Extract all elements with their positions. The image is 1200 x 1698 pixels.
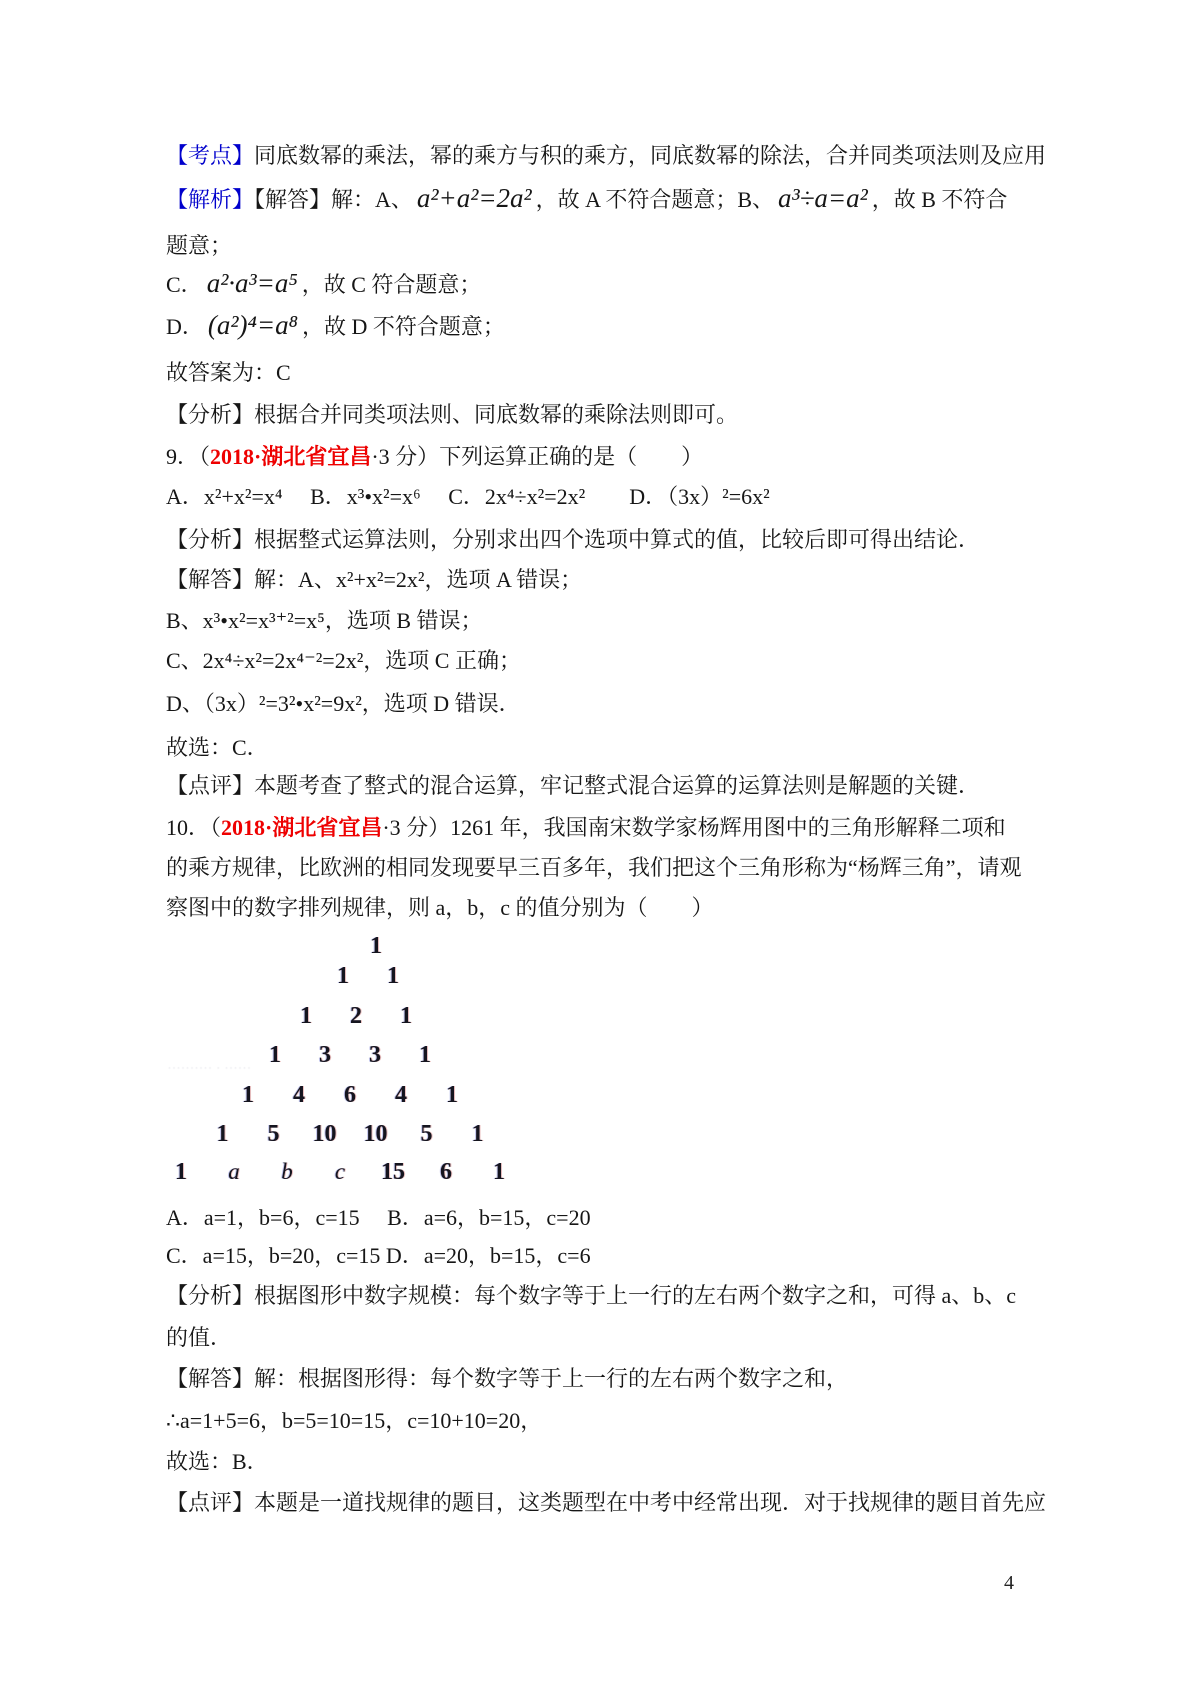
formula-a: a²+a²=2a² [416,183,532,213]
q10-fenxi-1: 【分析】根据图形中数字规模：每个数字等于上一行的左右两个数字之和，可得 a、b、c [166,1283,1017,1308]
q10-stem-line2 [166,853,1056,883]
q8-fenxi: 【分析】根据合并同类项法则、同底数幂的乘除法则即可。 [166,402,739,427]
c-prefix: C． [166,272,203,297]
triangle-cell: 6 [440,1158,452,1185]
q9-step-b: B、x³•x²=x³⁺²=x⁵，选项 B 错误； [166,608,483,633]
triangle-cell: 10 [363,1120,388,1147]
triangle-cell-a: a [228,1159,240,1184]
triangle-cell: 1 [370,932,382,959]
triangle-row-1 [201,931,551,961]
q8-jieda-line [166,181,1056,217]
q9-step-d-line [166,689,1056,719]
triangle-cell: 1 [242,1081,254,1108]
q8-option-c-line [166,266,1056,302]
formula-b: a³÷a=a² [778,183,868,213]
q10-options-ab: A．a=1，b=6，c=15 B．a=6，b=15，c=20 [166,1205,591,1230]
triangle-row-2 [193,961,543,991]
triangle-cell: 10 [312,1120,337,1147]
jieda-prefix: 【解答】解：A、 [254,187,413,212]
q9-jieda: 【解答】解：A、x²+x²=2x²，选项 A 错误； [166,567,583,592]
q9-fenxi-line [166,525,1056,555]
q10-dianping-line [166,1488,1056,1518]
triangle-cell: 5 [267,1120,280,1147]
q10-calc: ∴a=1+5=6，b=5=10=15，c=10+10=20， [166,1408,543,1433]
after-formula-a: ，故 A 不符合题意；B、 [535,187,774,212]
triangle-cell: 2 [350,1002,362,1029]
q10-stem-line3 [166,893,1056,923]
kaodian-text: 同底数幂的乘法，幂的乘方与积的乘方，同底数幂的除法，合并同类项法则及应用 [254,143,1047,168]
triangle-cell-c: c [334,1159,346,1184]
q10-dianping: 【点评】本题是一道找规律的题目，这类题型在中考中经常出现．对于找规律的题目首先应 [166,1490,1047,1515]
q10-source: 2018·湖北省宜昌 [221,815,383,840]
kaodian-tag: 【考点】 [166,143,255,168]
triangle-row-5 [175,1080,525,1110]
q9-fenxi: 【分析】根据整式运算法则，分别求出四个选项中算式的值，比较后即可得出结论． [166,527,981,552]
d-prefix: D． [166,314,204,339]
q9-options: A．x²+x²=x⁴ B．x³•x²=x⁶ C．2x⁴÷x²=2x² D．（3x）²=6x² [166,484,770,509]
formula-d: (a²)⁴=a⁸ [207,310,298,340]
triangle-cell: 1 [337,962,349,989]
q8-fenxi-line [166,400,1056,430]
q9-step-d: D、（3x）²=3²•x²=9x²，选项 D 错误． [166,691,521,716]
q10-calc-line [166,1406,1056,1436]
q9-header-line [166,442,1056,472]
q10-options-ab-line [166,1203,1056,1233]
q9-number: 9．（ [166,444,211,469]
triangle-cell: 1 [493,1158,505,1185]
after-formula-d: ，故 D 不符合题意； [301,314,505,339]
q10-fenxi-line2 [166,1323,1056,1353]
triangle-cell: 1 [471,1120,484,1147]
q9-answer: 故选：C． [166,735,269,760]
q9-options-line [166,482,1056,512]
q9-source: 2018·湖北省宜昌 [210,444,372,469]
q8-answer: 故答案为：C [166,360,291,385]
q10-number: 10．（ [166,815,222,840]
triangle-cell: 4 [293,1081,305,1108]
triangle-cell: 6 [344,1081,356,1108]
page-number: 4 [1004,1572,1014,1594]
q9-step-c: C、2x⁴÷x²=2x⁴⁻²=2x²，选项 C 正确； [166,648,521,673]
wrap-tail: 题意； [166,233,233,258]
q10-jieda-line [166,1364,1056,1394]
formula-c: a²·a³=a⁵ [206,268,298,298]
q10-jieda: 【解答】解：根据图形得：每个数字等于上一行的左右两个数字之和， [166,1366,849,1391]
q10-fenxi-2: 的值． [166,1325,233,1350]
triangle-cell: 3 [369,1041,381,1068]
q8-option-d-line [166,308,1056,344]
q9-answer-line [166,733,1056,763]
after-formula-b: ，故 B 不符合 [871,187,1008,212]
triangle-cell: 1 [300,1002,312,1029]
triangle-cell: 1 [446,1081,458,1108]
q10-stem-2: 的乘方规律，比欧洲的相同发现要早三百多年，我们把这个三角形称为“杨辉三角”，请观 [166,855,1022,880]
q8-wrap-line [166,231,1056,261]
triangle-cell: 5 [420,1120,433,1147]
q9-dianping: 【点评】本题考查了整式的混合运算，牢记整式混合运算的运算法则是解题的关键． [166,773,981,798]
q8-answer-line [166,358,1056,388]
q9-dianping-line [166,771,1056,801]
q10-header-line [166,813,1056,843]
after-formula-c: ，故 C 符合题意； [301,272,482,297]
triangle-cell: 1 [419,1041,431,1068]
triangle-row-7 [165,1157,515,1187]
triangle-cell-b: b [281,1159,293,1184]
q9-step-c-line [166,646,1056,676]
triangle-cell: 1 [387,962,399,989]
triangle-row-3 [181,1001,531,1031]
triangle-cell: 1 [400,1002,412,1029]
q10-answer: 故选：B． [166,1449,269,1474]
triangle-row-6 [175,1119,525,1149]
triangle-cell: 1 [269,1041,281,1068]
q10-fenxi-line1 [166,1281,1056,1311]
triangle-cell: 15 [381,1158,405,1185]
watermark: ·········· · ······ [168,1063,252,1073]
q9-stem: ·3 分）下列运算正确的是（ ） [371,444,704,469]
triangle-cell: 4 [395,1081,407,1108]
triangle-cell: 1 [175,1158,187,1185]
q9-step-b-line [166,606,1056,636]
q10-options-cd-line [166,1241,1056,1271]
q9-jieda-line [166,565,1056,595]
triangle-cell: 3 [319,1041,331,1068]
q10-stem-3: 察图中的数字排列规律，则 a，b，c 的值分别为（ ） [166,895,714,920]
q8-kaodian-line [166,141,1056,171]
q10-answer-line [166,1447,1056,1477]
q10-options-cd: C．a=15，b=20，c=15 D．a=20，b=15，c=6 [166,1243,591,1268]
q10-stem: ·3 分）1261 年，我国南宋数学家杨辉用图中的三角形解释二项和 [382,815,1006,840]
triangle-cell: 1 [216,1120,229,1147]
jiexi-tag: 【解析】 [166,187,255,212]
